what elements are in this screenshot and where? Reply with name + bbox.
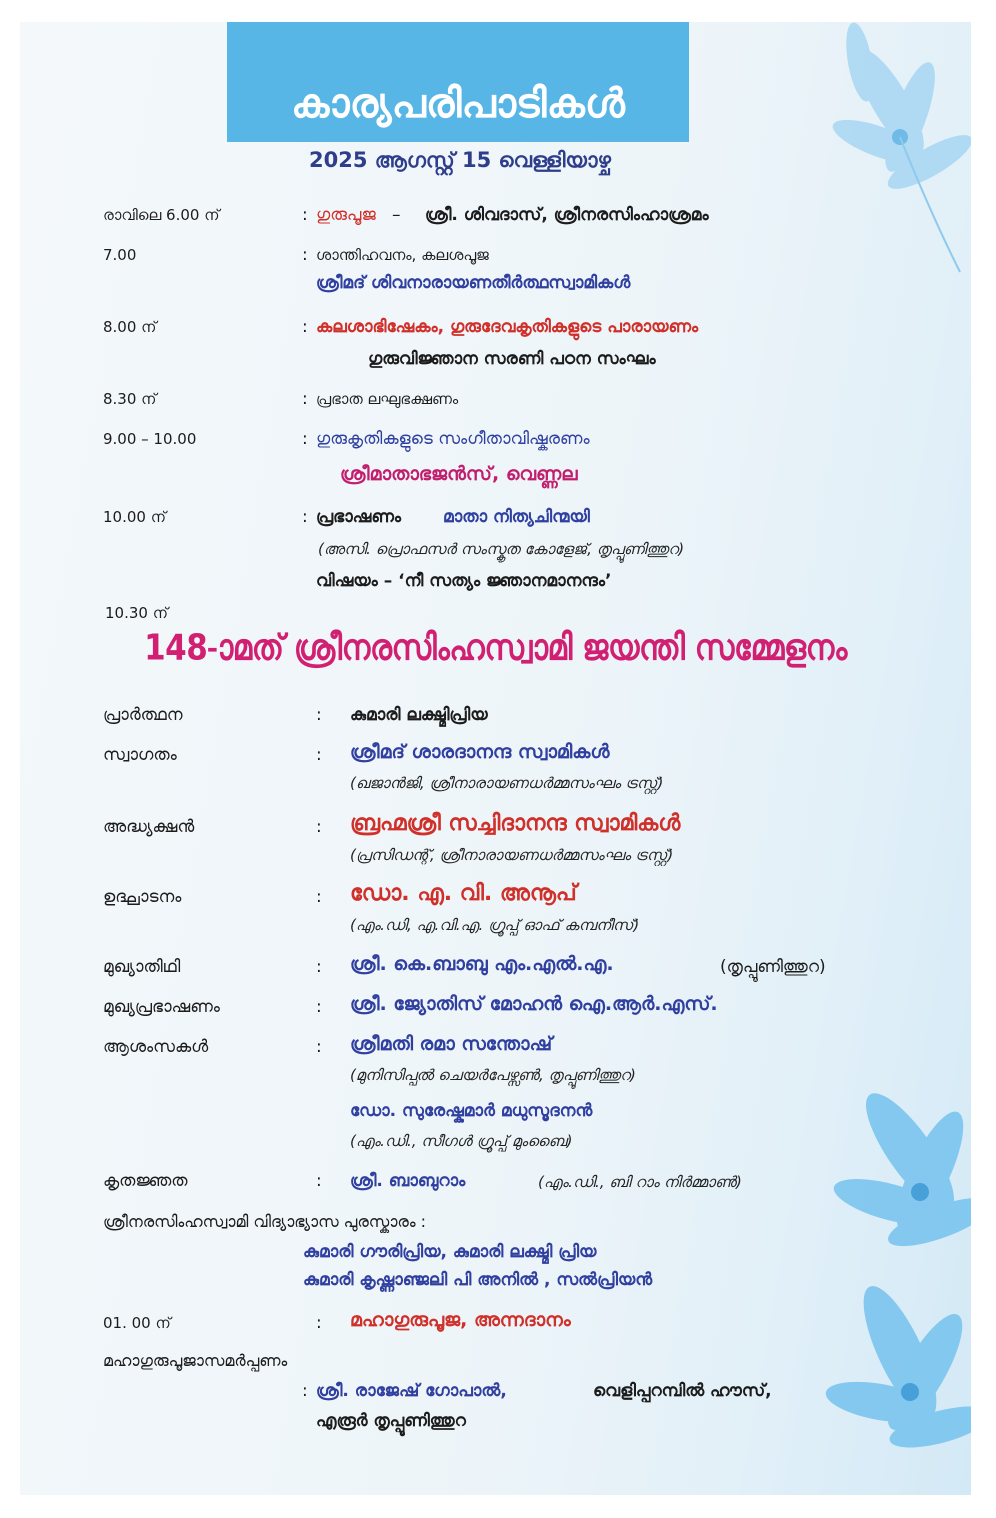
role-note: (എം.ഡി, എ.വി.എ. ഗ്രൂപ്പ് ഓഫ് കമ്പനീസ്) <box>350 916 640 934</box>
time-label: 7.00 <box>103 246 137 264</box>
role-person: ശ്രീമദ് ശാരദാനന്ദ സ്വാമികൾ <box>350 741 610 763</box>
role-label: മുഖ്യാതിഥി <box>103 957 181 977</box>
separator: : <box>316 887 322 907</box>
separator: : <box>316 957 322 977</box>
event-title: ശാന്തിഹവനം, കലശപൂജ <box>316 246 489 264</box>
role-person: ഡോ. എ. വി. അനൂപ് <box>350 881 577 906</box>
time-label: രാവിലെ 6.00 ന് <box>103 206 220 224</box>
separator: : <box>302 507 308 527</box>
separator: : <box>302 205 308 225</box>
speaker-note: (അസി. പ്രൊഫസർ സംസ്കൃത കോളേജ്, തൃപ്പൂണിത്തുറ) <box>318 540 685 558</box>
offering-address-2: എരൂർ തൃപ്പൂണിത്തുറ <box>316 1411 466 1431</box>
talk-topic: വിഷയം – ‘നീ സത്യം ജ്ഞാനമാനന്ദം’ <box>316 571 612 591</box>
separator: : <box>316 997 322 1017</box>
role-label: സ്വാഗതം <box>103 745 177 765</box>
dash: – <box>392 205 401 225</box>
separator: : <box>302 429 308 449</box>
role-note-2: (എം.ഡി., സീഗൾ ഗ്രൂപ്പ് മുംബൈ) <box>350 1132 573 1150</box>
role-note: (പ്രസിഡന്റ്, ശ്രീനാരായണധർമ്മസംഘം ട്രസ്റ്റ്) <box>350 846 674 864</box>
time-label: 8.30 ന് <box>103 390 157 408</box>
role-person: ബ്രഹ്മശ്രീ സച്ചിദാനന്ദ സ്വാമികൾ <box>350 811 681 836</box>
role-note: (മുനിസിപ്പൽ ചെയർപേഴ്സൺ, തൃപ്പൂണിത്തുറ) <box>350 1066 636 1084</box>
award-label: ശ്രീനരസിംഹസ്വാമി വിദ്യാഭ്യാസ പുരസ്കാരം : <box>103 1212 427 1231</box>
award-recipients-line-2: കുമാരി കൃഷ്ണാഞ്ജലി പി അനിൽ , സൽപ്രിയൻ <box>303 1270 653 1290</box>
event-title: ഗുരുകൃതികളുടെ സംഗീതാവിഷ്കരണം <box>316 429 590 449</box>
closing-event: മഹാഗുരുപൂജ, അന്നദാനം <box>350 1309 571 1331</box>
title-banner <box>227 22 689 142</box>
separator: : <box>316 1313 322 1333</box>
time-label: 8.00 ന് <box>103 318 157 336</box>
event-title: പ്രഭാത ലഘുഭക്ഷണം <box>316 390 459 408</box>
separator: : <box>302 317 308 337</box>
event-title: കലശാഭിഷേകം, ഗുരുദേവകൃതികളുടെ പാരായണം <box>316 317 699 337</box>
separator: : <box>316 1171 322 1191</box>
award-recipients-line-1: കുമാരി ഗൗരിപ്രിയ, കുമാരി ലക്ഷ്മി പ്രിയ <box>303 1242 597 1262</box>
role-person: ശ്രീ. ബാബുറാം <box>350 1171 466 1191</box>
role-label: കൃതജ്ഞത <box>103 1171 188 1191</box>
separator: : <box>316 817 322 837</box>
time-label: 9.00 – 10.00 <box>103 430 197 448</box>
page-title: കാര്യപരിപാടികൾ <box>291 81 625 127</box>
event-title: ഗുരുപൂജ <box>316 205 376 225</box>
event-person: ശ്രീമദ് ശിവനാരായണതീർത്ഥസ്വാമികൾ <box>316 273 631 293</box>
speaker-name: മാതാ നിത്യചിന്മയി <box>443 507 590 527</box>
role-person: ശ്രീ. ജ്യോതിസ് മോഹൻ ഐ.ആർ.എസ്. <box>350 993 718 1015</box>
role-note: (ഖജാൻജി, ശ്രീനാരായണധർമ്മസംഘം ട്രസ്റ്റ്) <box>350 774 664 792</box>
offering-label: മഹാഗുരുപൂജാസമർപ്പണം <box>103 1351 288 1370</box>
time-label: 10.30 ന് <box>105 604 168 622</box>
separator: : <box>302 1381 308 1401</box>
separator: : <box>316 705 322 725</box>
offering-person: ശ്രീ. രാജേഷ് ഗോപാൽ, <box>316 1381 507 1401</box>
role-label: അദ്ധ്യക്ഷൻ <box>103 817 195 837</box>
role-label: മുഖ്യപ്രഭാഷണം <box>103 997 220 1017</box>
role-label: പ്രാർത്ഥന <box>103 705 183 725</box>
offering-address-1: വെളിപ്പറമ്പിൽ ഹൗസ്, <box>593 1381 772 1401</box>
time-label: 10.00 ന് <box>103 508 166 526</box>
event-person: ശ്രീ. ശിവദാസ്, ശ്രീനരസിംഹാശ്രമം <box>425 205 709 225</box>
role-person: കുമാരി ലക്ഷ്മിപ്രിയ <box>350 705 488 725</box>
role-label: ആശംസകൾ <box>103 1037 209 1057</box>
separator: : <box>316 745 322 765</box>
role-place: (തൃപ്പൂണിത്തുറ) <box>720 957 826 977</box>
event-title: പ്രഭാഷണം <box>316 507 402 527</box>
separator: : <box>302 389 308 409</box>
role-person-2: ഡോ. സുരേഷ്കുമാർ മധുസൂദനൻ <box>350 1101 593 1121</box>
event-date: 2025 ആഗസ്റ്റ് 15 വെള്ളിയാഴ്ച <box>309 148 611 172</box>
role-label: ഉദ്ഘാടനം <box>103 887 182 907</box>
time-label: 01. 00 ന് <box>103 1314 171 1332</box>
conference-title: 148-ാമത് ശ്രീനരസിംഹസ്വാമി ജയന്തി സമ്മേളനം <box>144 627 847 669</box>
program-poster <box>20 22 971 1495</box>
role-person: ശ്രീമതി രമാ സന്തോഷ് <box>350 1033 553 1055</box>
role-person: ശ്രീ. കെ.ബാബു എം.എൽ.എ. <box>350 953 614 975</box>
separator: : <box>316 1037 322 1057</box>
separator: : <box>302 245 308 265</box>
event-person: ഗുരുവിജ്ഞാന സരണി പഠന സംഘം <box>368 349 656 369</box>
flower-decoration-bottom-icon <box>790 1032 971 1495</box>
event-person: ശ്രീമാതാഭജൻസ്, വെണ്ണല <box>340 463 578 485</box>
role-note: (എം.ഡി., ബി റാം നിർമ്മാൺ) <box>538 1173 742 1191</box>
